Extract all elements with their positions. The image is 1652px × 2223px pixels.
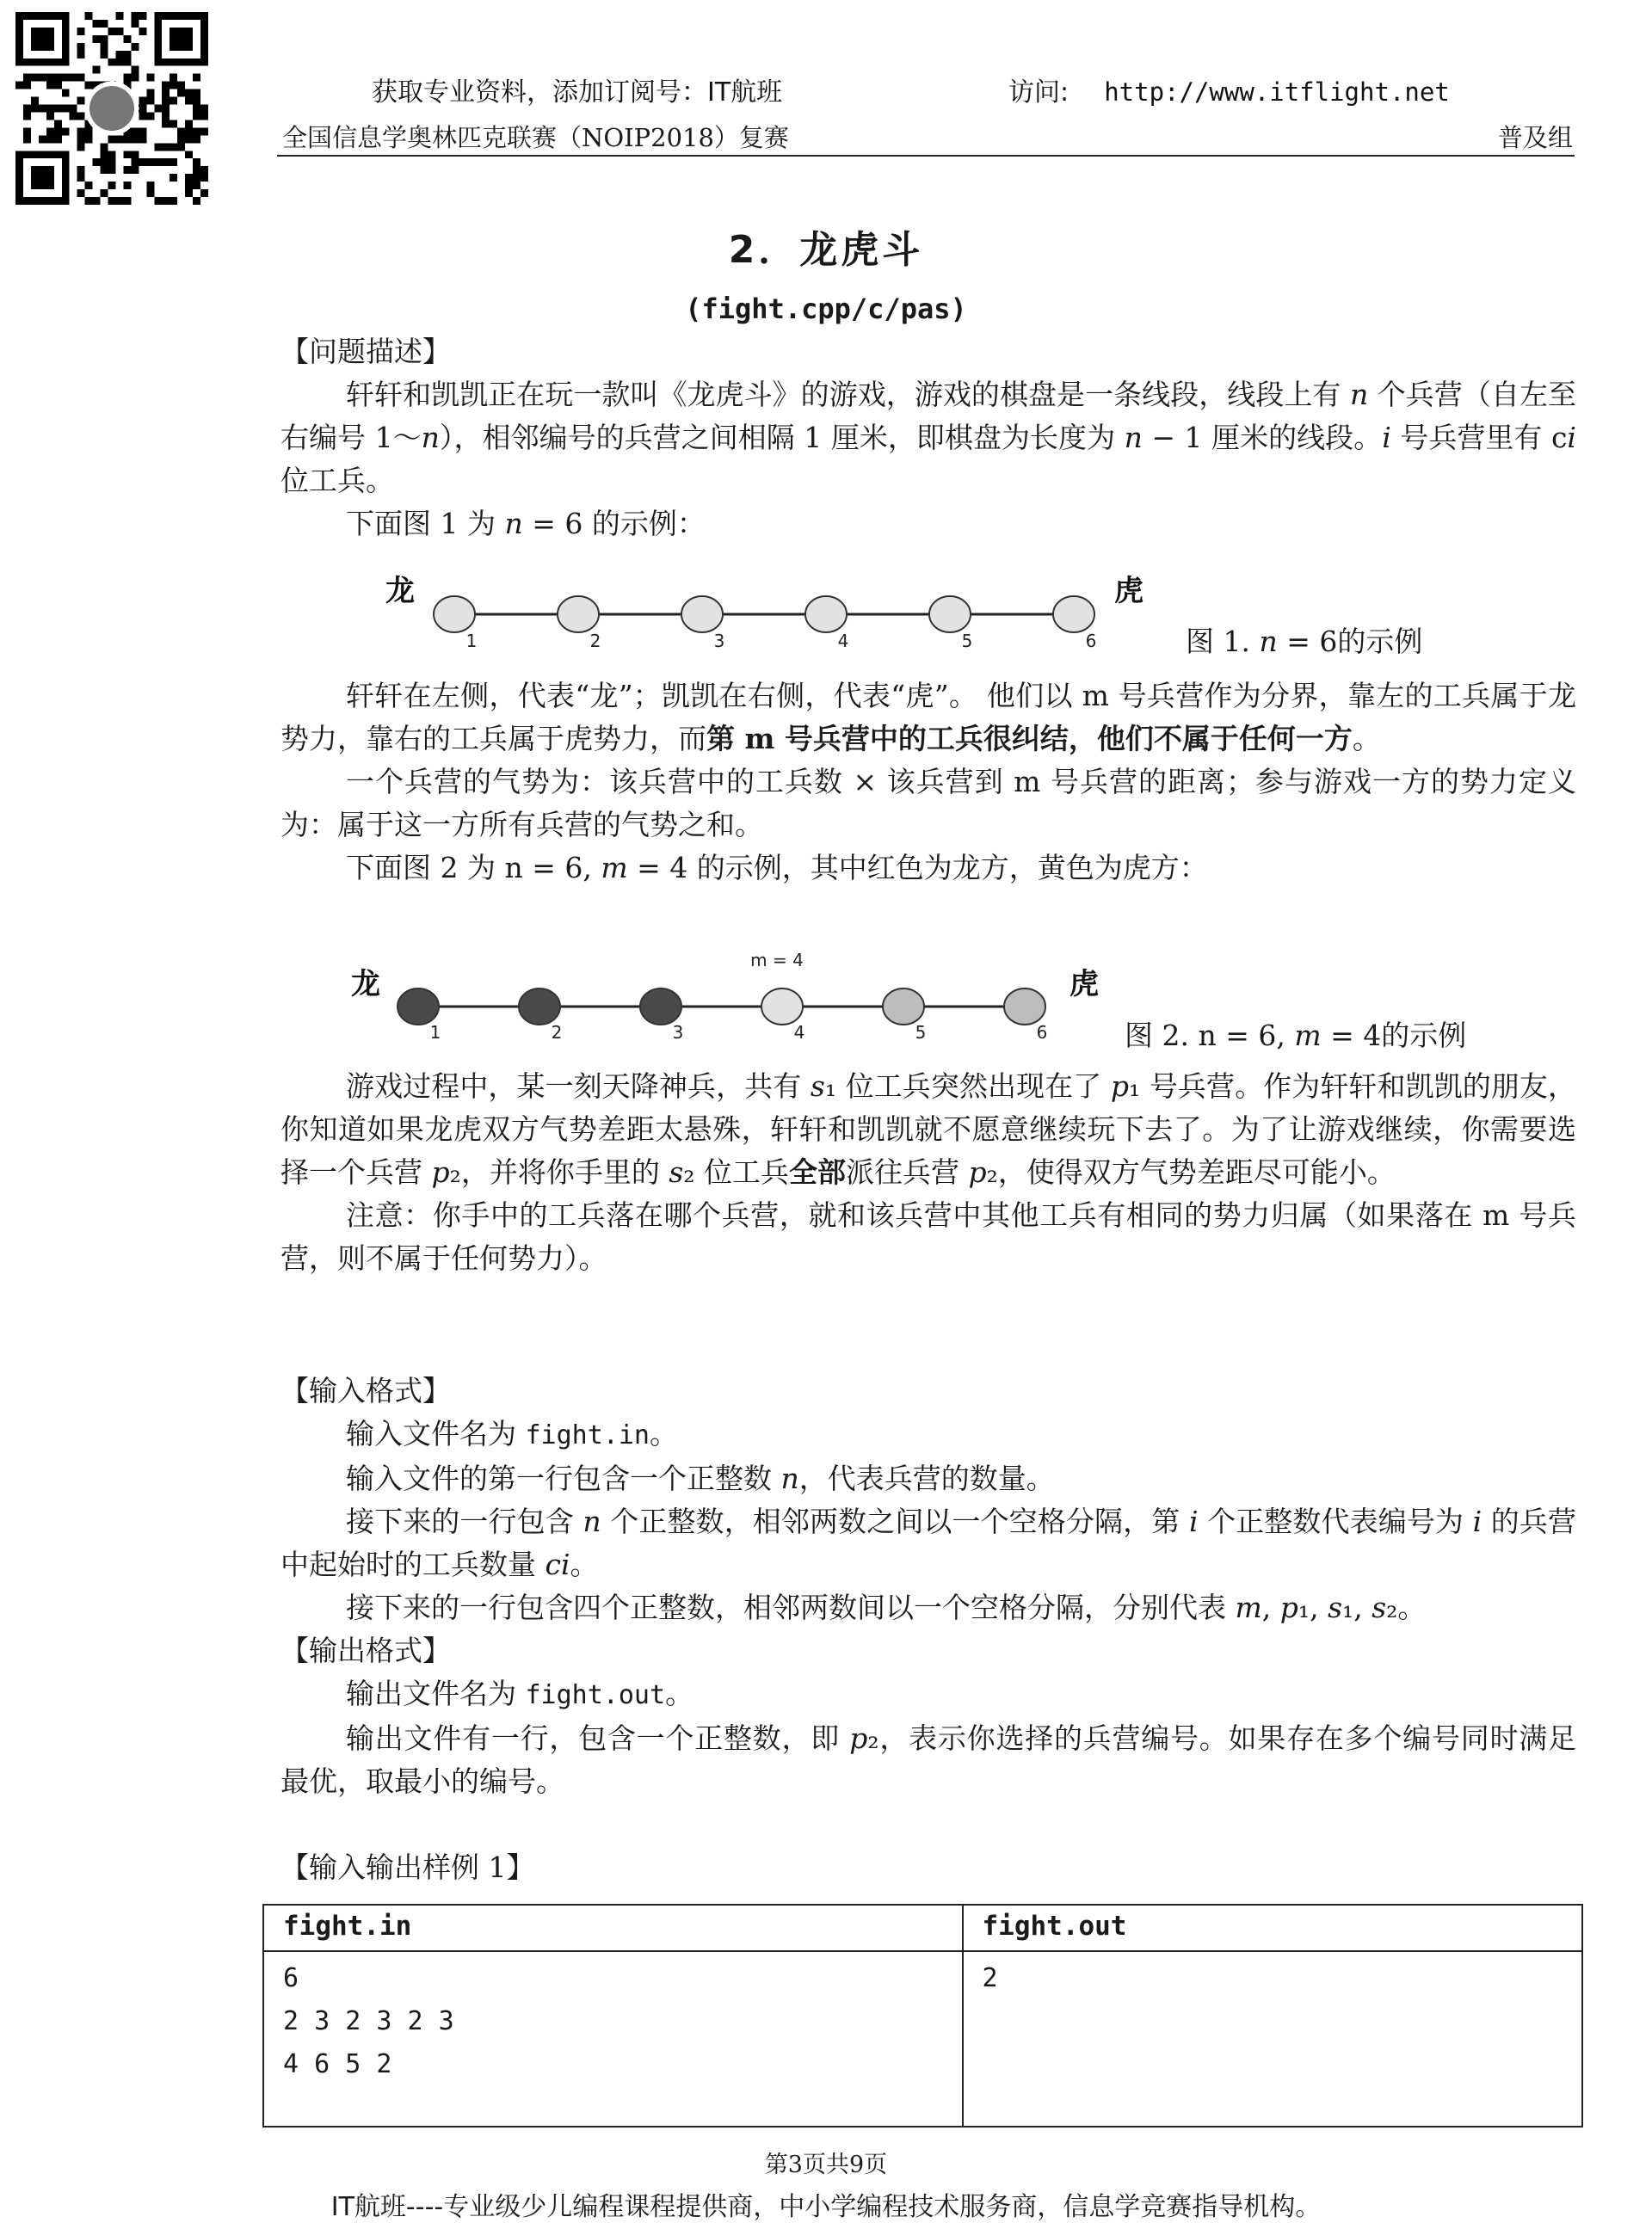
sample-output-cell	[963, 1951, 1583, 2127]
figure-1-camp-number: 1	[465, 631, 478, 651]
input-format-line-2: 输入文件的第一行包含一个正整数 𝑛，代表兵营的数量。	[346, 1462, 1055, 1495]
header-group-name: 普及组	[1497, 123, 1573, 152]
sample-heading: 【输入输出样例 1】	[280, 1850, 535, 1884]
description-section-2	[280, 674, 1576, 890]
figure-1-camp-number: 5	[961, 631, 973, 651]
figure-1-caption: 图 1. 𝑛 = 6的示例	[1186, 625, 1423, 658]
figure-2-tiger-label: 虎	[1069, 967, 1099, 1001]
figure-2-camp-node	[761, 988, 803, 1025]
input-format-heading: 【输入格式】	[280, 1374, 451, 1407]
header-visit-url[interactable]: http://www.itflight.net	[1104, 77, 1450, 107]
figure-1-camp-number: 2	[589, 631, 601, 651]
figure-1-tiger-label: 虎	[1114, 574, 1143, 608]
description-paragraph-7: 注意：你手中的工兵落在哪个兵营，就和该兵营中其他工兵有相同的势力归属（如果落在 m 号兵营，则不属于任何势力）。	[280, 1198, 1576, 1275]
figure-2-camp-number: 6	[1036, 1022, 1048, 1043]
description-paragraph-6: 游戏过程中，某一刻天降神兵，共有 𝑠₁ 位工兵突然出现在了 𝑝₁ 号兵营。作为轩轩和凯凯的朋友，你知道如果龙虎双方气势差距太悬殊，轩轩和凯凯就不愿意继续玩下去了。为了让游戏继续，你需要选择一个兵营 𝑝₂，并将你手里的 𝑠₂ 位工兵全部派往兵营 𝑝₂，使得双方气势差距尽可能小。	[280, 1069, 1576, 1189]
header-divider	[277, 155, 1575, 157]
figure-1-dragon-label: 龙	[385, 574, 415, 608]
description-heading: 【问题描述】	[280, 335, 451, 368]
figure-2-camp-node	[640, 988, 681, 1025]
header-promo-subscribe: 获取专业资料，添加订阅号：IT航班	[372, 77, 783, 108]
sample-table	[262, 1904, 1583, 2128]
description-emphasis-m-camp: 第 m 号兵营中的工兵很纠结，他们不属于任何一方	[706, 722, 1353, 755]
sample-input-header: fight.in	[263, 1905, 963, 1951]
header-visit-label: 访问:	[1008, 77, 1069, 108]
figure-1-camp-node	[681, 596, 723, 632]
sample-output-header: fight.out	[963, 1905, 1583, 1951]
output-format-heading: 【输出格式】	[280, 1634, 451, 1667]
figure-2-dragon-label: 龙	[351, 967, 380, 1001]
figure-1-camp-number: 3	[713, 631, 725, 651]
header-contest-name: 全国信息学奥林匹克联赛（NOIP2018）复赛	[282, 123, 789, 152]
figure-2-camp-number: 3	[672, 1022, 684, 1043]
output-format-line-2: 输出文件有一行，包含一个正整数，即 𝑝₂，表示你选择的兵营编号。如果存在多个编号同时满足最优，取最小的编号。	[280, 1721, 1576, 1798]
figure-2-camp-number: 2	[551, 1022, 563, 1043]
footer-promo: IT航班----专业级少儿编程课程提供商，中小学编程技术服务商，信息学竞赛指导机构。	[330, 2192, 1322, 2222]
sample-input-line: 2 3 2 3 2 3	[283, 2006, 454, 2036]
sample-input-cell	[263, 1951, 963, 2127]
input-format-line-3: 接下来的一行包含 𝑛 个正整数，相邻两数之间以一个空格分隔，第 𝑖 个正整数代表编号为 𝑖 的兵营中起始时的工兵数量 𝑐𝑖。	[280, 1505, 1576, 1581]
figure-1-camp-node	[1053, 596, 1094, 632]
input-format-line-4: 接下来的一行包含四个正整数，相邻两数间以一个空格分隔，分别代表 𝑚, 𝑝₁, 𝑠₁, 𝑠₂。	[346, 1591, 1427, 1624]
figure-1-camp-node	[805, 596, 847, 632]
description-section	[280, 330, 1576, 545]
sample-input-line: 4 6 5 2	[283, 2049, 392, 2079]
page-number: 第3页共9页	[764, 2152, 888, 2178]
description-section-3	[280, 1065, 1576, 1280]
output-format-line-1: 输出文件名为 fight.out。	[346, 1677, 694, 1710]
figure-2-m-label: m = 4	[750, 950, 804, 970]
figure-2-camp-node	[398, 988, 439, 1025]
description-paragraph-3: 轩轩在左侧，代表“龙”；凯凯在右侧，代表“虎”。 他们以 m 号兵营作为分界，靠左的工兵属于龙势力，靠右的工兵属于虎势力，而第 m 号兵营中的工兵很纠结，他们不属于任何一方。	[280, 679, 1576, 755]
sample-output-line: 2	[982, 1963, 998, 1993]
figure-2-camp-number: 4	[793, 1022, 805, 1043]
figure-2-camp-node	[1004, 988, 1045, 1025]
sample-section	[280, 1846, 1576, 1889]
sample-input-line: 6	[283, 1963, 299, 1993]
header-promo-visit	[1008, 71, 1450, 108]
description-paragraph-5: 下面图 2 为 n = 6, 𝑚 = 4 的示例，其中红色为龙方，黄色为虎方：	[346, 851, 1208, 884]
problem-files: (fight.cpp/c/pas)	[685, 292, 967, 325]
figure-2-camp-node	[519, 988, 560, 1025]
problem-title: 2．龙虎斗	[728, 228, 924, 272]
figure-2-caption: 图 2. n = 6, 𝑚 = 4的示例	[1125, 1019, 1467, 1052]
figure-1-camp-node	[929, 596, 971, 632]
description-emphasis-all: 全部	[789, 1155, 846, 1189]
figure-1-camp-number: 4	[837, 631, 849, 651]
figure-2-camp-node	[883, 988, 924, 1025]
input-format-line-1: 输入文件名为 fight.in。	[346, 1417, 678, 1450]
figure-2-camp-number: 5	[915, 1022, 927, 1043]
figure-1-camp-node	[434, 596, 475, 632]
figure-2-camp-number: 1	[429, 1022, 441, 1043]
qr-code-image	[15, 12, 208, 205]
description-paragraph-2: 下面图 1 为 𝑛 = 6 的示例：	[346, 507, 706, 540]
figure-1-camp-node	[558, 596, 599, 632]
figure-1-camp-number: 6	[1085, 631, 1097, 651]
io-format-section	[280, 1370, 1576, 1803]
description-paragraph-4: 一个兵营的气势为：该兵营中的工兵数 × 该兵营到 m 号兵营的距离；参与游戏一方的势力定义为：属于这一方所有兵营的气势之和。	[280, 765, 1576, 841]
description-paragraph-1: 轩轩和凯凯正在玩一款叫《龙虎斗》的游戏，游戏的棋盘是一条线段，线段上有 𝑛 个兵营（自左至右编号 1～𝑛），相邻编号的兵营之间相隔 1 厘米，即棋盘为长度为 𝑛 − 1 厘米的线段。𝑖 号兵营里有 c𝑖 位工兵。	[280, 378, 1576, 497]
